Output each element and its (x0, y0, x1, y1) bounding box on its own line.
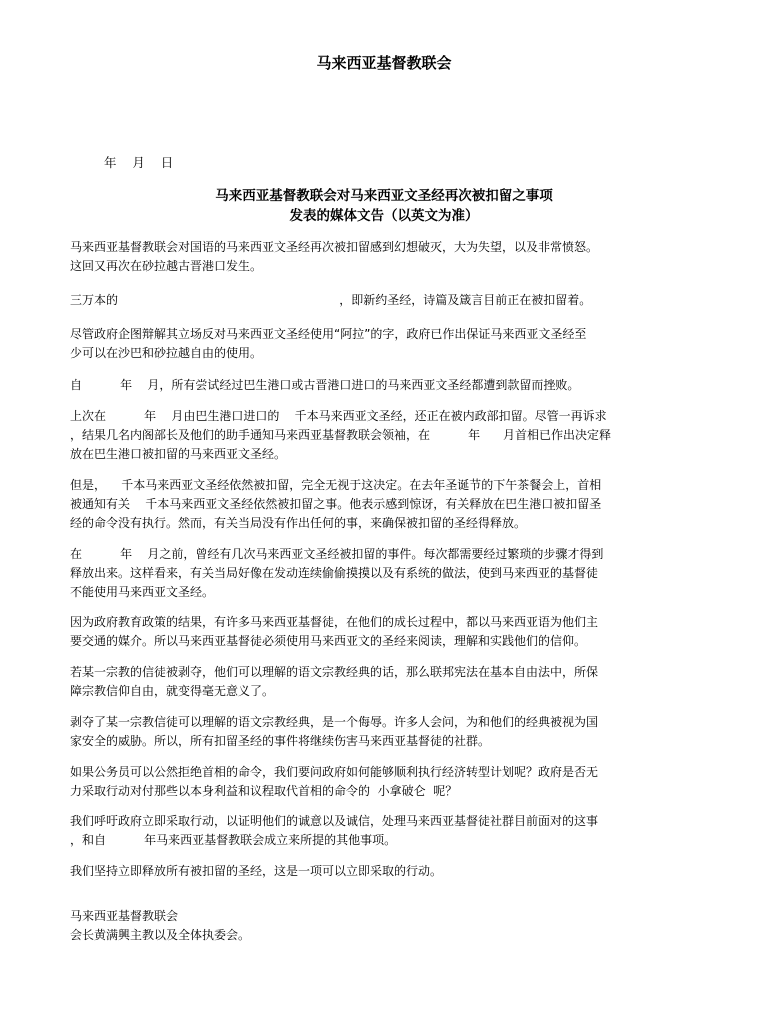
paragraph-line: ，和自 年马来西亚基督教联会成立来所提的其他事项。 (70, 833, 397, 847)
paragraph-9 (70, 663, 710, 701)
paragraph-3 (70, 325, 710, 363)
paragraph-6 (70, 476, 710, 533)
signature-signatory: 会长黄满興主教以及全体执委会。 (70, 928, 251, 942)
paragraph-12 (70, 812, 710, 850)
paragraph-line: ，结果几名内阁部长及他们的助手通知马来西亚基督教联会领袖，在 年 月首相已作出决定释 (70, 428, 612, 442)
paragraph-line: 少可以在沙巴和砂拉越自由的使用。 (70, 346, 263, 360)
paragraph-line: 释放出来。这样看来，有关当局好像在发动连续偷偷摸摸以及有系统的做法，使到马来西亚的基督徒 (70, 566, 599, 580)
paragraph-line: 要交通的媒介。所以马来西亚基督徒必须使用马来西亚文的圣经来阅读，理解和实践他们的信仰。 (70, 634, 587, 648)
paragraph-line: 不能使用马来西亚文圣经。 (70, 585, 215, 599)
paragraph-2 (70, 291, 710, 310)
paragraph-line: 在 年 月之前，曾经有几次马来西亚文圣经被扣留的事件。每次都需要经过繁琐的步骤才得到 (70, 547, 604, 561)
paragraph-13 (70, 862, 710, 881)
paragraph-line: 马来西亚基督教联会对国语的马来西亚文圣经再次被扣留感到幻想破灭，大为失望，以及非常愤怒。 (70, 240, 599, 254)
paragraph-line: 被通知有关 千本马来西亚文圣经依然被扣留之事。他表示感到惊讶，有关释放在巴生港口被扣留圣 (70, 497, 602, 511)
paragraph-line: 家安全的威胁。所以，所有扣留圣经的事件将继续伤害马来西亚基督徒的社群。 (70, 734, 491, 748)
paragraph-line: 剥夺了某一宗教信徒可以理解的语文宗教经典，是一个侮辱。许多人会问，为和他们的经典被视为国 (70, 715, 599, 729)
signature-organization: 马来西亚基督教联会 (70, 909, 179, 923)
signature-block (70, 907, 250, 945)
paragraph-line: 上次在 年 月由巴生港口进口的 千本马来西亚文圣经，还正在被内政部扣留。尽管一再诉求 (70, 409, 607, 423)
paragraph-line: 三万本的 ，即新约圣经，诗篇及箴言目前正在被扣留着。 (70, 293, 592, 307)
paragraph-line: 我们呼吁政府立即采取行动，以证明他们的诚意以及诚信，处理马来西亚基督徒社群目前面对的这事 (70, 814, 599, 828)
paragraph-7 (70, 545, 710, 602)
paragraph-10 (70, 713, 710, 751)
document-title (0, 186, 768, 226)
paragraph-4 (70, 376, 710, 395)
paragraph-11 (70, 763, 710, 801)
paragraph-line: 尽管政府企图辩解其立场反对马来西亚文圣经使用“阿拉”的字，政府已作出保证马来西亚文圣经至 (70, 327, 587, 341)
paragraph-1 (70, 238, 710, 276)
paragraph-line: 如果公务员可以公然拒绝首相的命令，我们要问政府如何能够顺利执行经济转型计划呢？政府是否无 (70, 765, 599, 779)
date-line: 年 月 日 (104, 155, 174, 170)
paragraph-5 (70, 407, 710, 464)
paragraph-line: 自 年 月，所有尝试经过巴生港口或古晋港口进口的马来西亚文圣经都遭到款留而挫败。 (70, 378, 580, 392)
document-title-line-2: 发表的媒体文告（以英文为准） (289, 208, 479, 224)
paragraph-line: 放在巴生港口被扣留的马来西亚文圣经。 (70, 447, 287, 461)
paragraph-line: 这回又再次在砂拉越古晋港口发生。 (70, 259, 263, 273)
paragraph-line: 但是， 千本马来西亚文圣经依然被扣留，完全无视于这决定。在去年圣诞节的下午茶餐会上，首相 (70, 478, 602, 492)
paragraph-line: 若某一宗教的信徒被剥夺，他们可以理解的语文宗教经典的话，那么联邦宪法在基本自由法中，所保 (70, 665, 599, 679)
paragraph-line: 我们坚持立即释放所有被扣留的圣经，这是一项可以立即采取的行动。 (70, 864, 443, 878)
paragraph-line: 经的命令没有执行。然而，有关当局没有作出任何的事，来确保被扣留的圣经得释放。 (70, 516, 527, 530)
paragraph-line: 力采取行动对付那些以本身利益和议程取代首相的命令的 小拿破仑 呢？ (70, 784, 458, 798)
organization-header: 马来西亚基督教联会 (316, 54, 452, 72)
document-title-line-1: 马来西亚基督教联会对马来西亚文圣经再次被扣留之事项 (215, 188, 553, 204)
paragraph-line: 因为政府教育政策的结果，有许多马来西亚基督徒，在他们的成长过程中，都以马来西亚语为他们主 (70, 615, 599, 629)
paragraph-line: 障宗教信仰自由，就变得毫无意义了。 (70, 684, 275, 698)
paragraph-8 (70, 613, 710, 651)
